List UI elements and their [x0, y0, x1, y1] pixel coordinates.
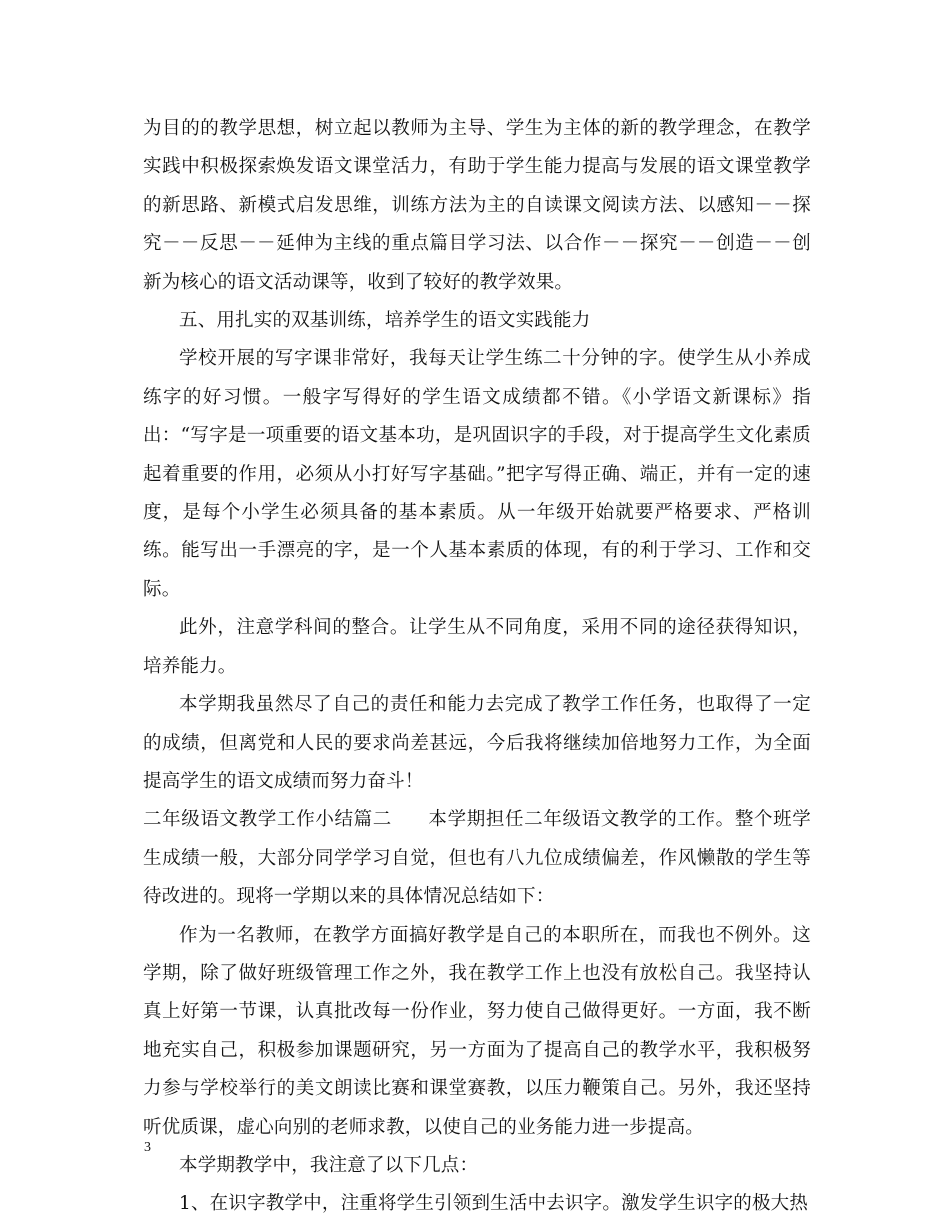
part-two-heading: 二年级语文教学工作小结篇二 [143, 809, 392, 831]
document-body [143, 110, 811, 1224]
paragraph-semester-conclusion: 本学期我虽然尽了自己的责任和能力去完成了教学工作任务，也取得了一定的成绩，但离党和人民的要求尚差甚远，今后我将继续加倍地努力工作，为全面提高学生的语文成绩而努力奋斗！ [143, 694, 811, 792]
paragraph-teaching-points-intro: 本学期教学中，我注意了以下几点： [179, 1154, 479, 1176]
paragraph-subject-integration: 此外，注意学科间的整合。让学生从不同角度，采用不同的途径获得知识，培养能力。 [143, 617, 811, 677]
paragraph-teaching-philosophy: 为目的的教学思想，树立起以教师为主导、学生为主体的新的教学理念，在教学实践中积极探索焕发语文课堂活力，有助于学生能力提高与发展的语文课堂教学的新思路、新模式启发思维，训练方法为主的自读课文阅读方法、以感知－－探究－－反思－－延伸为主线的重点篇目学习法、以合作－－探究－－创造－－创新为核心的语文活动课等，收到了较好的教学效果。 [143, 118, 811, 293]
section-heading-five: 五、用扎实的双基训练，培养学生的语文实践能力 [179, 310, 591, 332]
paragraph-teacher-role: 作为一名教师，在教学方面搞好教学是自己的本职所在，而我也不例外。这学期，除了做好班级管理工作之外，我在教学工作上也没有放松自己。我坚持认真上好第一节课，认真批改每一份作业，努力使自己做得更好。一方面，我不断地充实自己，积极参加课题研究，另一方面为了提高自己的教学水平，我积极努力参与学校举行的美文朗读比赛和课堂赛教，以压力鞭策自己。另外，我还坚持听优质课，虚心向别的老师求教，以使自己的业务能力进一步提高。 [143, 924, 811, 1138]
paragraph-literacy-point-one: 1、在识字教学中，注重将学生引领到生活中去识字。激发学生识字的极大热 [179, 1193, 809, 1215]
page-number: 3 [144, 1140, 151, 1155]
paragraph-writing-class: 学校开展的写字课非常好，我每天让学生练二十分钟的字。使学生从小养成练字的好习惯。一般字写得好的学生语文成绩都不错。《小学语文新课标》指出：“写字是一项重要的语文基本功，是巩固识字的手段，对于提高学生文化素质起着重要的作用，必须从小打好写字基础。”把字写得正确、端正，并有一定的速度，是每个小学生必须具备的基本素质。从一年级开始就要严格要求、严格训练。能写出一手漂亮的字，是一个人基本素质的体现，有的利于学习、工作和交际。 [143, 348, 811, 600]
paragraph-part-two-intro [143, 801, 811, 916]
part-two-intro-text: 本学期担任二年级语文教学的工作。整个班学生成绩一般，大部分同学学习自觉，但也有八九位成绩偏差，作风懒散的学生等待改进的。现将一学期以来的具体情况总结如下： [143, 809, 811, 908]
